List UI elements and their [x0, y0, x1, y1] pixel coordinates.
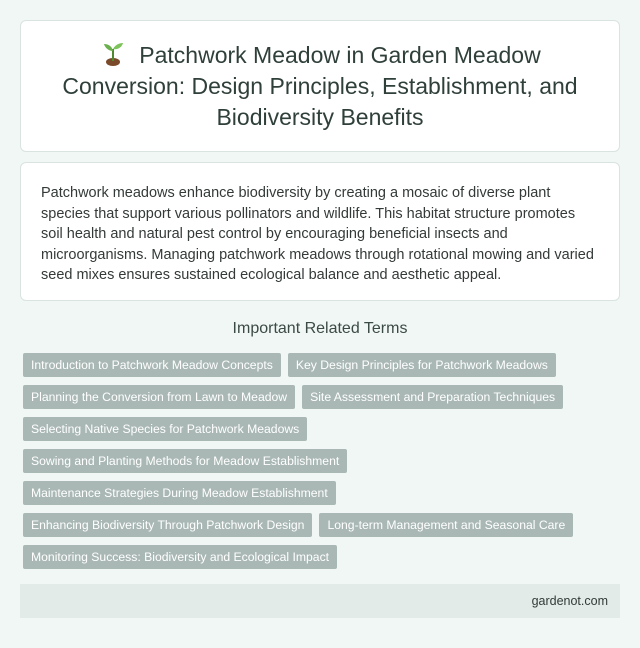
- footer: [20, 584, 620, 618]
- related-terms-list: [23, 353, 623, 569]
- related-term-tag[interactable]: Site Assessment and Preparation Techniques: [302, 385, 563, 409]
- related-term-tag[interactable]: Monitoring Success: Biodiversity and Ecological Impact: [23, 545, 337, 569]
- title-card: [20, 20, 620, 152]
- related-term-tag[interactable]: Maintenance Strategies During Meadow Establishment: [23, 481, 336, 505]
- related-term-tag[interactable]: Enhancing Biodiversity Through Patchwork Design: [23, 513, 312, 537]
- sprout-icon: [99, 40, 127, 66]
- related-term-tag[interactable]: Introduction to Patchwork Meadow Concepts: [23, 353, 281, 377]
- related-term-tag[interactable]: Planning the Conversion from Lawn to Meadow: [23, 385, 295, 409]
- related-terms-heading: Important Related Terms: [232, 320, 408, 337]
- page-title-text: Patchwork Meadow in Garden Meadow Conversion: Design Principles, Establishment, and Biodiversity Benefits: [62, 41, 578, 130]
- related-term-tag[interactable]: Sowing and Planting Methods for Meadow Establishment: [23, 449, 347, 473]
- related-term-tag[interactable]: Selecting Native Species for Patchwork Meadows: [23, 417, 307, 441]
- summary-text: Patchwork meadows enhance biodiversity by creating a mosaic of diverse plant species that support various pollinators and wildlife. This habitat structure promotes soil health and natural pest control by encouraging beneficial insects and microorganisms. Managing patchwork meadows through rotational mowing and varied seed mixes ensures sustained ecological balance and aesthetic appeal.: [41, 185, 594, 283]
- summary-card: [20, 162, 620, 301]
- related-term-tag[interactable]: Long-term Management and Seasonal Care: [319, 513, 573, 537]
- related-term-tag[interactable]: Key Design Principles for Patchwork Meadows: [288, 353, 556, 377]
- page-title: [57, 40, 583, 133]
- footer-site-link[interactable]: gardenot.com: [531, 594, 608, 608]
